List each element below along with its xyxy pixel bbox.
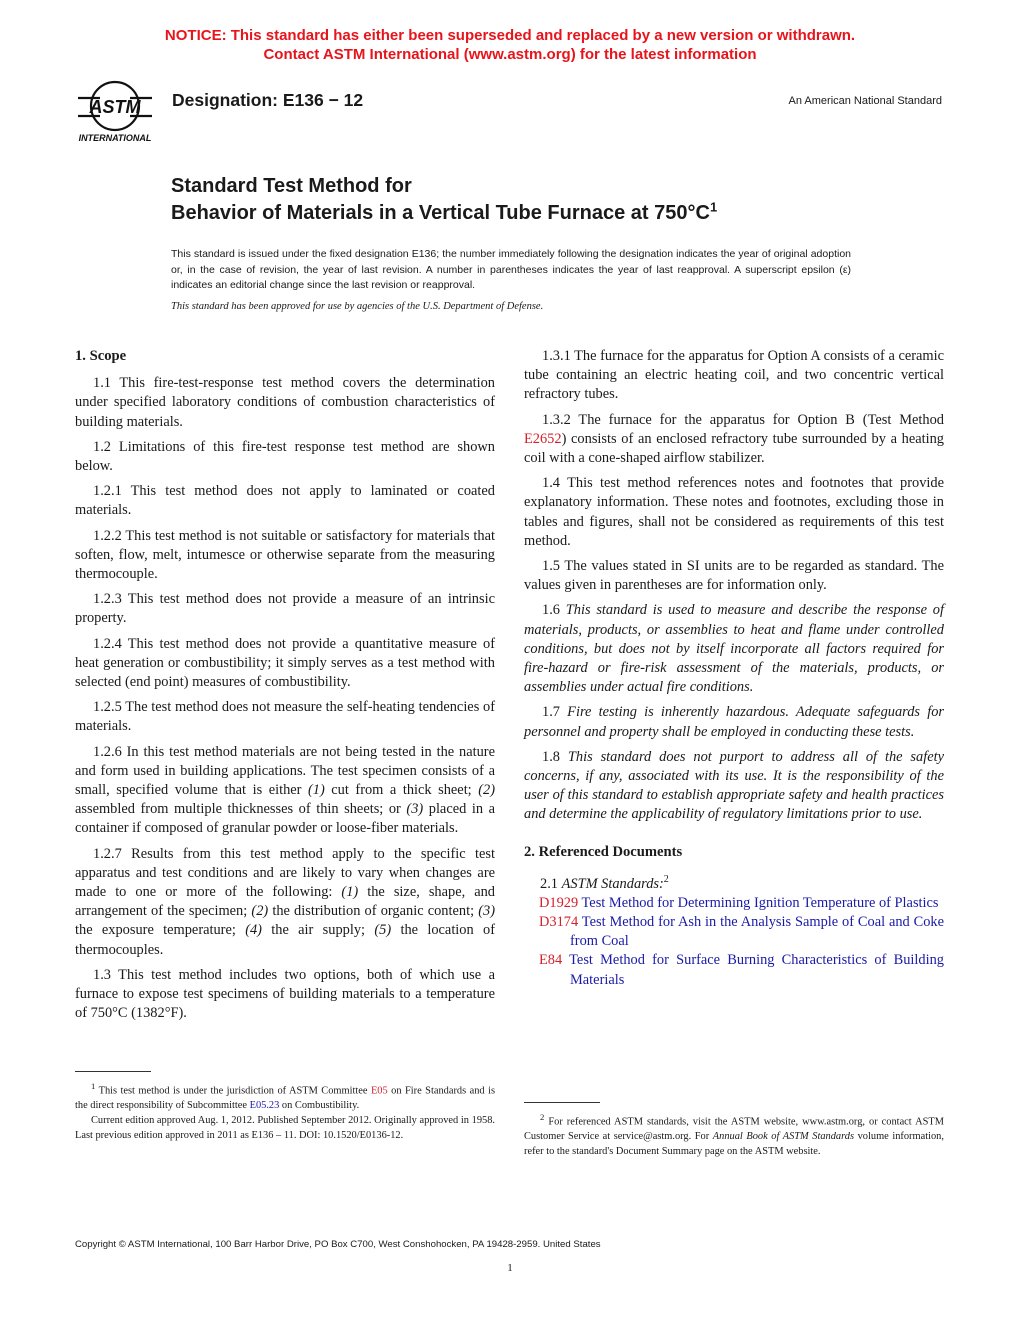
para-1-2-1: 1.2.1 This test method does not apply to laminated or coated materials.	[75, 483, 495, 519]
title-line-2	[171, 200, 931, 227]
para-1-3: 1.3 This test method includes two options, both of which use a furnace to expose test specimens of building materials to a temperature of 750°C (1382°F).	[75, 966, 495, 1022]
para-1-2-5: 1.2.5 The test method does not measure the self-heating tendencies of materials.	[75, 699, 495, 735]
logo-mark-text: ASTM	[89, 97, 141, 117]
designation: Designation: E136 − 12	[172, 90, 364, 110]
right-column	[524, 347, 944, 990]
footnote-1: $^1$ This test method is under the jurisdiction of ASTM Committee E05 on Fire Standards and is the direct responsibility of Subcommittee E05.23 on Combustibility.	[75, 1081, 495, 1112]
link-e05[interactable]: E05	[370, 1085, 388, 1097]
para-1-1: 1.1 This fire-test-response test method covers the determination under specified laboratory conditions of combustion characteristics of building materials.	[75, 375, 495, 430]
para-1-7: 1.7 Fire testing is inherently hazardous. Adequate safeguards for personnel and property shall be employed in conducting these tests.	[524, 704, 944, 740]
para-1-2-7: 1.2.7 Results from this test method apply to the specific test apparatus and test conditions and are likely to vary when changes are made to one or more of the following: (1) the size, shape, and arrangement of the specimen; (2) the distribution of organic content; (3) the exposure temperature; (4) the air supply; (5) the location of thermocouples.	[75, 845, 496, 958]
page-number: 1	[507, 1262, 513, 1274]
astm-logo-icon	[70, 78, 160, 144]
copyright-line: Copyright © ASTM International, 100 Barr Harbor Drive, PO Box C700, West Conshohocken, PA 19428-2959. United States	[75, 1239, 601, 1250]
notice-line-1: NOTICE: This standard has either been superseded and replaced by a new version or withdrawn.	[164, 27, 856, 44]
para-1-3-2: 1.3.2 The furnace for the apparatus for Option B (Test Method E2652) consists of an enclosed refractory tube surrounded by a heating coil with a cone-shaped airflow stabilizer.	[524, 411, 944, 467]
dod-approval-statement: This standard has been approved for use by agencies of the U.S. Department of Defense.	[171, 301, 544, 312]
footnote-rule-right	[524, 1102, 600, 1103]
para-1-4: 1.4 This test method references notes and footnotes that provide explanatory information. These notes and footnotes, excluding those in tables and figures, shall not be considered as requirements of this test method.	[524, 475, 944, 549]
para-1-8: 1.8 This standard does not purport to address all of the safety concerns, if any, associated with its use. It is the responsibility of the user of this standard to establish appropriate safety and health practices and determine the applicability of regulatory limitations prior to use.	[524, 748, 944, 823]
title-line-1: Standard Test Method for	[171, 175, 412, 197]
withdrawal-notice	[0, 26, 1020, 64]
section-heading-referenced-documents: 2. Referenced Documents	[524, 843, 683, 860]
para-1-2-6: 1.2.6 In this test method materials are not being tested in the nature and form used in building applications. The test specimen consists of a small, specified volume that is either (1) cut from a thick sheet; (2) assembled from multiple thicknesses of thin sheets; or (3) placed in a container if composed of granular powder or loose-fiber materials.	[75, 743, 495, 837]
link-e05-23[interactable]: E05.23	[249, 1100, 280, 1112]
para-1-5: 1.5 The values stated in SI units are to be regarded as standard. The values given in parentheses are for information only.	[524, 558, 944, 594]
para-1-2: 1.2 Limitations of this fire-test response test method are shown below.	[75, 438, 495, 475]
footnote-1-edition: Current edition approved Aug. 1, 2012. Published September 2012. Originally approved in 1958. Last previous edition approved in 2011 as E136 – 11. DOI: 10.1520/E0136-12.	[75, 1115, 495, 1142]
link-e2652[interactable]: E2652	[524, 430, 562, 447]
reference-item-e84[interactable]: E84 Test Method for Surface Burning Characteristics of Building Materials	[539, 952, 944, 988]
issuance-statement: This standard is issued under the fixed designation E136; the number immediately following the designation indicates the year of original adoption or, in the case of revision, the year of last revision. A number in parentheses indicates the year of last reapproval. A superscript epsilon (ε) indicates an editorial change since the last revision or reapproval.	[171, 248, 851, 291]
american-national-standard-label: An American National Standard	[788, 95, 942, 107]
para-1-2-3: 1.2.3 This test method does not provide a measure of an intrinsic property.	[75, 591, 495, 627]
section-heading-scope: 1. Scope	[75, 348, 127, 364]
notice-line-2: Contact ASTM International (www.astm.org) for the latest information	[263, 46, 757, 63]
title-line-2-text: Behavior of Materials in a Vertical Tube Furnace at 750°C	[171, 202, 710, 224]
logo-subtext: INTERNATIONAL	[78, 133, 152, 143]
reference-item-d3174[interactable]: D3174 Test Method for Ash in the Analysis Sample of Coal and Coke from Coal	[539, 914, 944, 950]
para-1-2-2: 1.2.2 This test method is not suitable or satisfactory for materials that soften, flow, melt, intumesce or otherwise separate from the measuring thermocouple.	[75, 527, 495, 583]
para-1-6: 1.6 This standard is used to measure and describe the response of materials, products, or assemblies to heat and flame under controlled conditions, but does not by itself incorporate all factors required for fire-hazard or fire-risk assessment of the materials, products, or assemblies under actual fire conditions.	[524, 602, 945, 696]
left-column	[75, 347, 495, 1030]
para-2-1: 2.1 ASTM Standards:$^2$	[540, 873, 669, 892]
title-footnote-marker: 1	[709, 199, 718, 215]
footnote-rule-left	[75, 1071, 151, 1072]
footnotes-right	[524, 1110, 944, 1159]
para-1-2-4: 1.2.4 This test method does not provide a quantitative measure of heat generation or combustibility; it simply serves as a test method with selected (end point) measures of combustibility.	[75, 635, 495, 691]
footnotes-left	[75, 1079, 495, 1143]
reference-item-d1929[interactable]: D1929 Test Method for Determining Ignition Temperature of Plastics	[539, 894, 939, 911]
document-title	[171, 173, 931, 227]
footnote-2: $^2$ For referenced ASTM standards, visit the ASTM website, www.astm.org, or contact ASTM Customer Service at service@astm.org. For Annual Book of ASTM Standards volume information, refer to the standard's Document Summary page on the ASTM website.	[524, 1112, 944, 1158]
para-1-3-1: 1.3.1 The furnace for the apparatus for Option A consists of a ceramic tube containing an electric heating coil, and two concentric vertical refractory tubes.	[524, 348, 944, 403]
